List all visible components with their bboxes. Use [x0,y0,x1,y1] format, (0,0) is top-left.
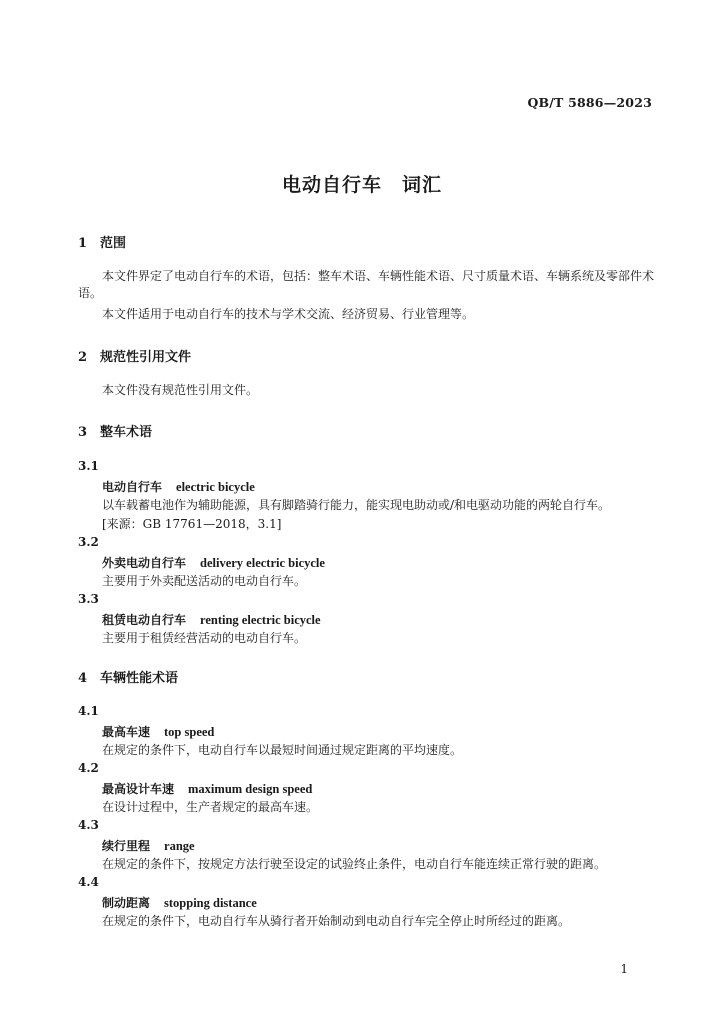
clause-3-3-term-en: renting electric bicycle [200,613,321,627]
clause-3-2-term [102,554,325,571]
section-4-number: 4 [78,671,88,686]
clause-3-3-number: 3.3 [78,592,99,606]
section-3-title: 整车术语 [100,425,153,440]
clause-4-1-term-en: top speed [164,725,215,739]
clause-4-1-number: 4.1 [78,704,99,718]
document-title: 电动自行车 词汇 [281,174,442,196]
section-2-heading [78,346,191,365]
section-1-paragraph-2: 本文件适用于电动自行车的技术与学术交流、经济贸易、行业管理等。 [102,307,475,321]
clause-4-1-term [102,723,214,740]
section-1-paragraph-1: 本文件界定了电动自行车的术语，包括：整车术语、车辆性能术语、尺寸质量术语、车辆系统及零部件术语。 [78,269,655,300]
section-3-number: 3 [78,425,88,440]
clause-4-1-definition: 在规定的条件下，电动自行车以最短时间通过规定距离的平均速度。 [102,743,463,757]
clause-4-2-term-zh: 最高设计车速 [102,782,175,796]
section-4-title: 车辆性能术语 [100,671,179,686]
section-4-heading [78,667,178,686]
clause-3-2-term-en: delivery electric bicycle [200,556,325,570]
clause-3-1-term-zh: 电动自行车 [102,480,163,494]
clause-4-4-number: 4.4 [78,875,99,889]
clause-3-3-definition: 主要用于租赁经营活动的电动自行车。 [102,631,307,645]
clause-3-1-definition: 以车载蓄电池作为辅助能源，具有脚踏骑行能力，能实现电助动或/和电驱动功能的两轮自行车。 [102,498,611,512]
clause-3-1-source: [来源：GB 17761—2018，3.1] [102,517,282,531]
section-2-paragraph-1: 本文件没有规范性引用文件。 [102,383,259,397]
clause-4-1-term-zh: 最高车速 [102,725,151,739]
page-number: 1 [620,962,628,976]
clause-4-2-term [102,780,312,797]
clause-4-3-number: 4.3 [78,818,99,832]
clause-3-1-number: 3.1 [78,459,99,473]
section-1-number: 1 [78,236,88,251]
clause-4-2-number: 4.2 [78,761,99,775]
clause-4-3-term [102,837,195,854]
section-2-number: 2 [78,350,88,365]
standard-code: QB/T 5886—2023 [527,95,652,110]
clause-3-3-term [102,611,321,628]
clause-4-2-term-en: maximum design speed [188,782,313,796]
clause-4-4-term-en: stopping distance [164,896,257,910]
clause-3-3-term-zh: 租赁电动自行车 [102,613,187,627]
clause-4-3-definition: 在规定的条件下，按规定方法行驶至设定的试验终止条件，电动自行车能连续正常行驶的距离。 [102,857,607,871]
section-1-title: 范围 [100,236,127,251]
clause-3-1-term [102,478,255,495]
clause-4-3-term-en: range [164,839,195,853]
clause-3-1-term-en: electric bicycle [176,480,255,494]
clause-4-2-definition: 在设计过程中，生产者规定的最高车速。 [102,800,319,814]
clause-4-4-term-zh: 制动距离 [102,896,151,910]
clause-3-2-number: 3.2 [78,535,99,549]
clause-3-2-term-zh: 外卖电动自行车 [102,556,187,570]
clause-4-3-term-zh: 续行里程 [102,839,151,853]
clause-3-2-definition: 主要用于外卖配送活动的电动自行车。 [102,574,307,588]
clause-4-4-definition: 在规定的条件下，电动自行车从骑行者开始制动到电动自行车完全停止时所经过的距离。 [102,914,571,928]
section-3-heading [78,421,152,440]
clause-4-4-term [102,894,257,911]
section-1-heading [78,232,126,251]
section-2-title: 规范性引用文件 [100,350,192,365]
